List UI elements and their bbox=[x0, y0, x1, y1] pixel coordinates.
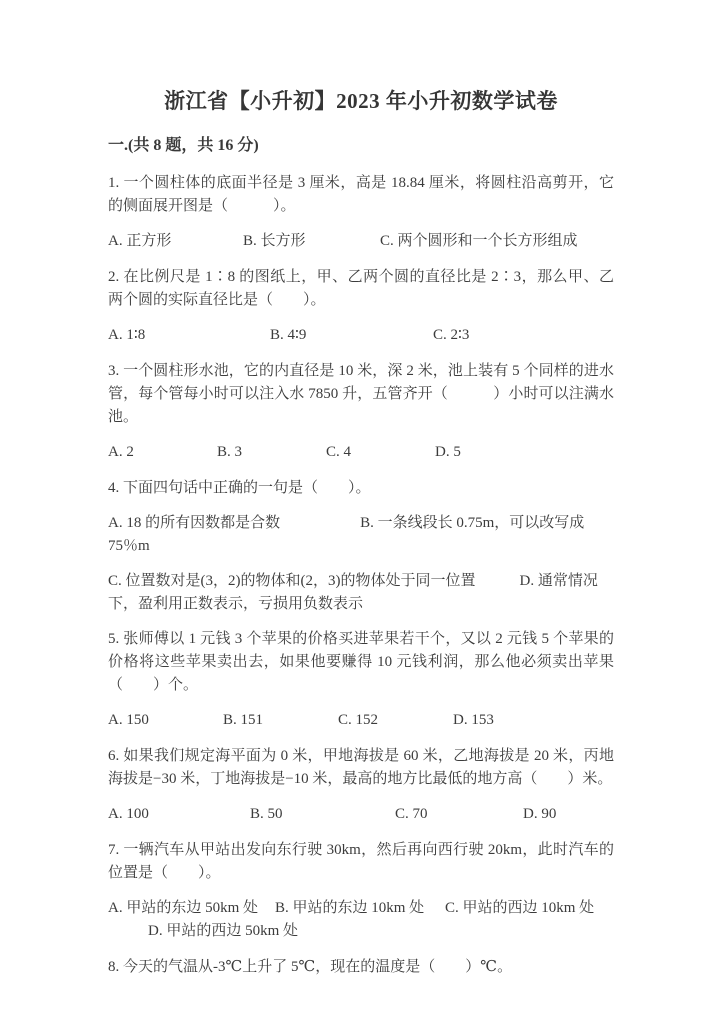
question-6-options bbox=[108, 803, 614, 826]
question-8-stem: 8. 今天的气温从-3℃上升了 5℃，现在的温度是（ ）℃。 bbox=[108, 959, 513, 975]
question-2-option-a: A. 1∶8 bbox=[108, 327, 146, 343]
question-7-options-abc bbox=[108, 897, 614, 920]
question-7-option-c: C. 甲站的西边 10km 处 bbox=[445, 900, 595, 916]
question-5 bbox=[108, 628, 614, 732]
question-3-options bbox=[108, 441, 614, 464]
question-2-stem: 2. 在比例尺是 1∶8 的图纸上，甲、乙两个圆的直径比是 2∶3，那么甲、乙两个圆的实际直径比是（ ）。 bbox=[108, 269, 614, 308]
page-title: 浙江省【小升初】2023 年小升初数学试卷 bbox=[164, 89, 558, 113]
question-6-option-d: D. 90 bbox=[523, 806, 557, 822]
question-4-options-cd bbox=[108, 570, 614, 616]
question-6-stem: 6. 如果我们规定海平面为 0 米，甲地海拔是 60 米，乙地海拔是 20 米，丙地海拔是−30 米，丁地海拔是−10 米，最高的地方比最低的地方高（ ）米。 bbox=[108, 748, 614, 787]
question-3 bbox=[108, 360, 614, 464]
question-5-option-d: D. 153 bbox=[453, 712, 494, 728]
question-6-option-b: B. 50 bbox=[250, 806, 283, 822]
question-5-options bbox=[108, 709, 614, 732]
question-4-option-d: D. 通常情况下，盈利用正数表示，亏损用负数表示 bbox=[108, 573, 598, 612]
question-3-stem: 3. 一个圆柱形水池，它的内直径是 10 米，深 2 米，池上装有 5 个同样的进水管，每个管每小时可以注入水 7850 升，五管齐开（ ）小时可以注满水池。 bbox=[108, 363, 614, 425]
option-gap bbox=[280, 526, 360, 527]
question-7-option-d: D. 甲站的西边 50km 处 bbox=[148, 923, 299, 939]
question-8 bbox=[108, 956, 614, 979]
section-heading: 一.(共 8 题，共 16 分) bbox=[108, 137, 259, 154]
question-2-option-b: B. 4∶9 bbox=[270, 327, 307, 343]
question-7-options-d bbox=[148, 920, 614, 943]
question-1-option-b: B. 长方形 bbox=[243, 233, 306, 249]
question-6-option-a: A. 100 bbox=[108, 806, 149, 822]
question-4 bbox=[108, 477, 614, 616]
option-gap bbox=[476, 584, 520, 585]
question-7-stem: 7. 一辆汽车从甲站出发向东行驶 30km，然后再向西行驶 20km，此时汽车的位置是（ ）。 bbox=[108, 842, 614, 881]
question-4-option-c: C. 位置数对是(3，2)的物体和(2，3)的物体处于同一位置 bbox=[108, 573, 476, 589]
question-5-option-c: C. 152 bbox=[338, 712, 379, 728]
question-3-option-a: A. 2 bbox=[108, 444, 134, 460]
question-1-option-c: C. 两个圆形和一个长方形组成 bbox=[380, 233, 578, 249]
question-2-option-c: C. 2∶3 bbox=[433, 327, 470, 343]
question-6 bbox=[108, 745, 614, 826]
question-4-option-a: A. 18 的所有因数都是合数 bbox=[108, 515, 281, 531]
question-6-option-c: C. 70 bbox=[395, 806, 428, 822]
question-4-option-b: B. 一条线段长 0.75m，可以改写成 75％m bbox=[108, 515, 585, 554]
question-1-stem: 1. 一个圆柱体的底面半径是 3 厘米，高是 18.84 厘米，将圆柱沿高剪开，它的侧面展开图是（ ）。 bbox=[108, 175, 614, 214]
question-1-options bbox=[108, 230, 614, 253]
question-7-option-a: A. 甲站的东边 50km 处 bbox=[108, 900, 259, 916]
question-7 bbox=[108, 839, 614, 943]
question-4-stem: 4. 下面四句话中正确的一句是（ ）。 bbox=[108, 480, 371, 496]
question-5-stem: 5. 张师傅以 1 元钱 3 个苹果的价格买进苹果若干个，又以 2 元钱 5 个苹果的价格将这些苹果卖出去，如果他要赚得 10 元钱利润，那么他必须卖出苹果（ ）个。 bbox=[108, 631, 614, 693]
question-7-option-b: B. 甲站的东边 10km 处 bbox=[275, 900, 425, 916]
question-3-option-c: C. 4 bbox=[326, 444, 352, 460]
question-5-option-b: B. 151 bbox=[223, 712, 264, 728]
question-2-options bbox=[108, 324, 614, 347]
question-2 bbox=[108, 266, 614, 347]
question-1-option-a: A. 正方形 bbox=[108, 233, 172, 249]
question-3-option-d: D. 5 bbox=[435, 444, 461, 460]
question-4-options-ab bbox=[108, 512, 614, 558]
question-1 bbox=[108, 172, 614, 253]
question-5-option-a: A. 150 bbox=[108, 712, 149, 728]
question-3-option-b: B. 3 bbox=[217, 444, 243, 460]
